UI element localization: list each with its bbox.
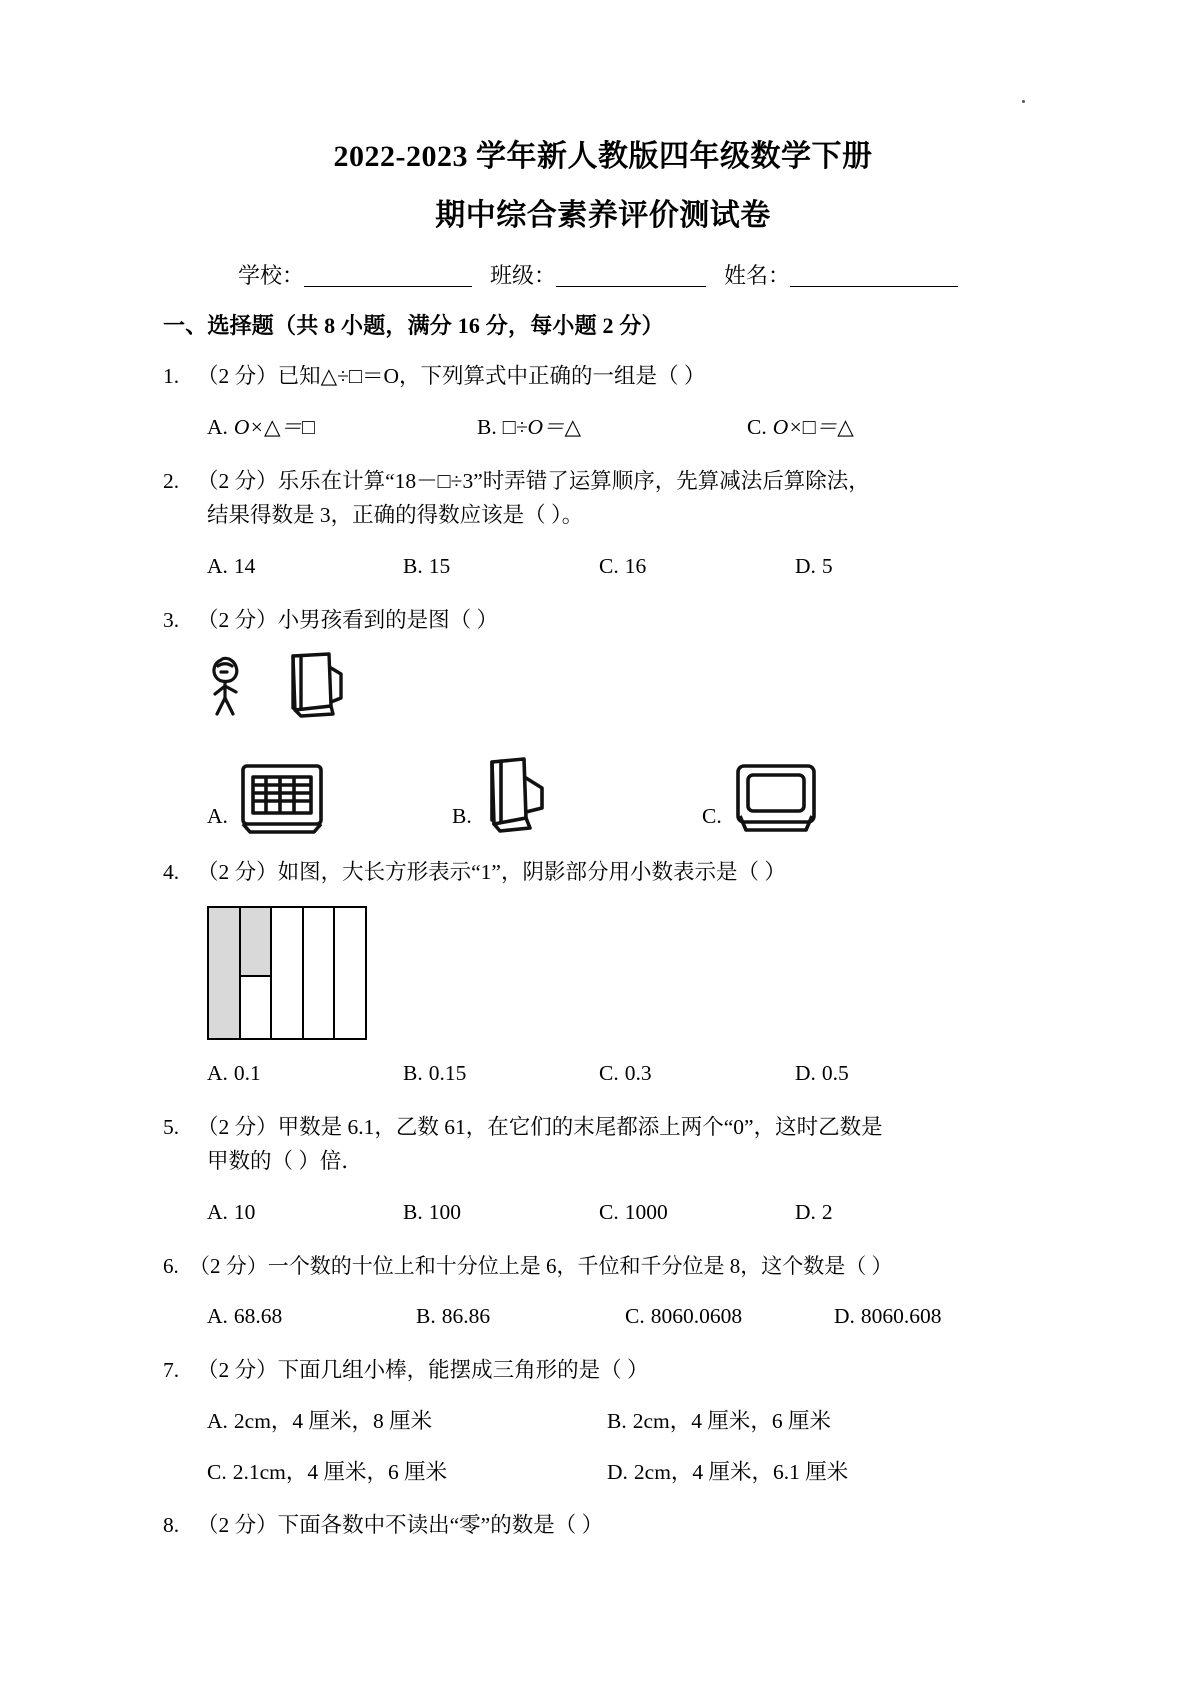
question-5-option-c[interactable] (599, 1195, 795, 1230)
option-label: B. (403, 1060, 423, 1085)
shaded-rectangle-figure (207, 906, 367, 1040)
rect-column-3 (272, 908, 304, 1038)
option-text: 0.3 (624, 1060, 652, 1085)
question-5-number: 5. (163, 1114, 180, 1139)
tv-front-view-icon (236, 758, 328, 836)
question-2-option-a[interactable] (207, 549, 403, 584)
question-5 (163, 1110, 1043, 1230)
question-4 (163, 855, 1043, 1091)
question-2-option-c[interactable] (599, 549, 795, 584)
option-label: D. (795, 1200, 816, 1225)
question-1-option-a[interactable] (207, 410, 477, 445)
question-3-scene-figure (207, 648, 1043, 722)
question-7 (163, 1353, 1043, 1489)
option-text: 2cm，4 厘米，8 厘米 (233, 1408, 433, 1433)
question-5-options (207, 1195, 1043, 1230)
question-2-number: 2. (163, 468, 180, 493)
question-7-option-d[interactable] (607, 1455, 1007, 1490)
rect-column-4 (304, 908, 336, 1038)
question-3-option-a[interactable] (207, 758, 452, 836)
option-text: 1000 (624, 1200, 668, 1225)
option-text: 5 (821, 554, 833, 579)
question-5-option-b[interactable] (403, 1195, 599, 1230)
class-label: 班级： (490, 263, 557, 288)
question-3-text: （2 分）小男孩看到的是图（ ） (197, 608, 499, 633)
option-text: 2cm，4 厘米，6.1 厘米 (633, 1459, 849, 1484)
option-label: B. (477, 414, 497, 439)
rect-column-2-half-shaded (241, 908, 273, 1038)
question-2-text-line1: （2 分）乐乐在计算“18－□÷3”时弄错了运算顺序，先算减法后算除法， (197, 468, 870, 493)
option-text: 16 (624, 554, 647, 579)
option-text: 8060.0608 (650, 1304, 743, 1329)
option-label: A. (207, 1060, 228, 1085)
option-text: 100 (428, 1200, 461, 1225)
class-blank[interactable] (556, 266, 706, 287)
option-text: □÷O＝△ (502, 414, 582, 439)
question-5-stem (163, 1110, 1043, 1180)
question-3-options (207, 744, 1043, 836)
title-line-2: 期中综合素养评价测试卷 (435, 198, 771, 232)
option-label: B. (607, 1408, 627, 1433)
option-text: 68.68 (233, 1304, 283, 1329)
question-1-stem (163, 359, 1043, 394)
question-6-option-c[interactable] (625, 1299, 834, 1334)
question-8-text: （2 分）下面各数中不读出“零”的数是（ ） (197, 1513, 604, 1538)
option-label: A. (207, 414, 228, 439)
option-text: 10 (233, 1200, 256, 1225)
tv-back-view-icon (730, 760, 822, 836)
question-1-option-c[interactable] (747, 410, 1017, 445)
question-7-options-row-1 (207, 1404, 1043, 1439)
question-3 (163, 603, 1043, 836)
option-label: A. (207, 1304, 228, 1329)
student-info-line (238, 265, 1043, 287)
school-blank[interactable] (304, 266, 472, 287)
option-text: O×□＝△ (772, 414, 854, 439)
question-1-options (207, 410, 1043, 445)
question-1 (163, 359, 1043, 445)
option-label: C. (599, 1200, 619, 1225)
option-label: C. (599, 1060, 619, 1085)
option-label: C. (747, 414, 767, 439)
question-6 (163, 1249, 1043, 1334)
option-label: A. (207, 1200, 228, 1225)
option-text: 8060.608 (860, 1304, 942, 1329)
option-text: 2cm，4 厘米，6 厘米 (632, 1408, 831, 1433)
option-text: O×△＝□ (233, 414, 315, 439)
question-7-number: 7. (163, 1357, 180, 1382)
question-3-stem (163, 603, 1043, 638)
name-blank[interactable] (790, 266, 958, 287)
class-field (490, 265, 724, 287)
tv-side-sketch-icon (283, 650, 347, 722)
question-6-option-a[interactable] (207, 1299, 416, 1334)
question-2-option-d[interactable] (795, 549, 991, 584)
question-8-stem (163, 1508, 1043, 1543)
question-2-stem (163, 464, 1043, 534)
question-2-text-line2: 结果得数是 3，正确的得数应该是（ ）。 (207, 503, 584, 528)
question-4-option-b[interactable] (403, 1056, 599, 1091)
question-5-text-line1: （2 分）甲数是 6.1，乙数 61，在它们的末尾都添上两个“0”，这时乙数是 (197, 1114, 883, 1139)
question-6-option-b[interactable] (416, 1299, 625, 1334)
option-label: C. (599, 554, 619, 579)
option-text: 0.15 (428, 1060, 467, 1085)
option-label: B. (403, 1200, 423, 1225)
question-1-text: （2 分）已知△÷□＝O，下列算式中正确的一组是（ ） (197, 364, 706, 388)
title-line-1: 2022-2023 学年新人教版四年级数学下册 (333, 140, 873, 173)
rect-column-1-shaded (209, 908, 241, 1038)
option-label: A. (207, 804, 228, 829)
option-label: D. (607, 1459, 628, 1484)
school-field (238, 265, 490, 287)
question-7-option-a[interactable] (207, 1404, 607, 1439)
question-6-option-d[interactable] (834, 1299, 1043, 1334)
exam-sheet (163, 0, 1043, 1543)
question-2-option-b[interactable] (403, 549, 599, 584)
question-4-number: 4. (163, 859, 180, 884)
tv-side-view-icon (480, 756, 558, 836)
question-6-stem (163, 1249, 1043, 1283)
option-text: 0.1 (233, 1060, 261, 1085)
question-1-option-b[interactable] (477, 410, 747, 445)
option-text: 15 (428, 554, 451, 579)
question-6-options (207, 1299, 1043, 1334)
option-label: B. (452, 804, 472, 829)
option-label: A. (207, 554, 228, 579)
section-heading-choice: 一、选择题（共 8 小题，满分 16 分，每小题 2 分） (163, 313, 664, 338)
question-8-number: 8. (163, 1513, 180, 1538)
rect-column-5 (335, 908, 365, 1038)
question-5-option-a[interactable] (207, 1195, 403, 1230)
question-7-option-b[interactable] (607, 1404, 1007, 1439)
rect-column-2-top-shade (241, 908, 271, 977)
school-label: 学校： (238, 263, 305, 288)
question-4-stem (163, 855, 1043, 890)
option-label: C. (625, 1304, 645, 1329)
question-4-option-c[interactable] (599, 1056, 795, 1091)
question-3-number: 3. (163, 608, 180, 633)
question-5-option-d[interactable] (795, 1195, 991, 1230)
option-label: A. (207, 1408, 228, 1433)
option-label: B. (416, 1304, 436, 1329)
question-6-number: 6. (163, 1254, 179, 1279)
option-text: 2 (821, 1200, 833, 1225)
option-label: D. (795, 1060, 816, 1085)
option-label: C. (207, 1459, 227, 1484)
boy-sketch-icon (207, 650, 259, 722)
option-text: 0.5 (821, 1060, 849, 1085)
question-7-stem (163, 1353, 1043, 1388)
question-7-option-c[interactable] (207, 1455, 607, 1490)
option-label: B. (403, 554, 423, 579)
option-label: C. (702, 804, 722, 829)
page-title (163, 128, 1043, 245)
option-text: 14 (233, 554, 256, 579)
option-label: D. (795, 554, 816, 579)
question-4-options (207, 1056, 1043, 1091)
option-text: 86.86 (441, 1304, 491, 1329)
question-2-options (207, 549, 1043, 584)
question-7-text: （2 分）下面几组小棒，能摆成三角形的是（ ） (197, 1357, 649, 1382)
question-3-option-b[interactable] (452, 756, 702, 836)
question-4-option-a[interactable] (207, 1056, 403, 1091)
option-text: 2.1cm，4 厘米，6 厘米 (232, 1459, 448, 1484)
question-8 (163, 1508, 1043, 1543)
question-4-option-d[interactable] (795, 1056, 991, 1091)
question-3-option-c[interactable] (702, 760, 822, 836)
name-field (724, 265, 958, 287)
question-5-text-line2: 甲数的（ ）倍． (207, 1149, 363, 1174)
question-6-text: （2 分）一个数的十位上和十分位上是 6，千位和千分位是 8，这个数是（ ） (189, 1254, 893, 1279)
option-label: D. (834, 1304, 855, 1329)
question-2 (163, 464, 1043, 584)
question-1-number: 1. (163, 364, 180, 388)
question-7-options-row-2 (207, 1455, 1043, 1490)
name-label: 姓名： (724, 263, 791, 288)
question-4-text: （2 分）如图，大长方形表示“1”，阴影部分用小数表示是（ ） (197, 859, 786, 884)
